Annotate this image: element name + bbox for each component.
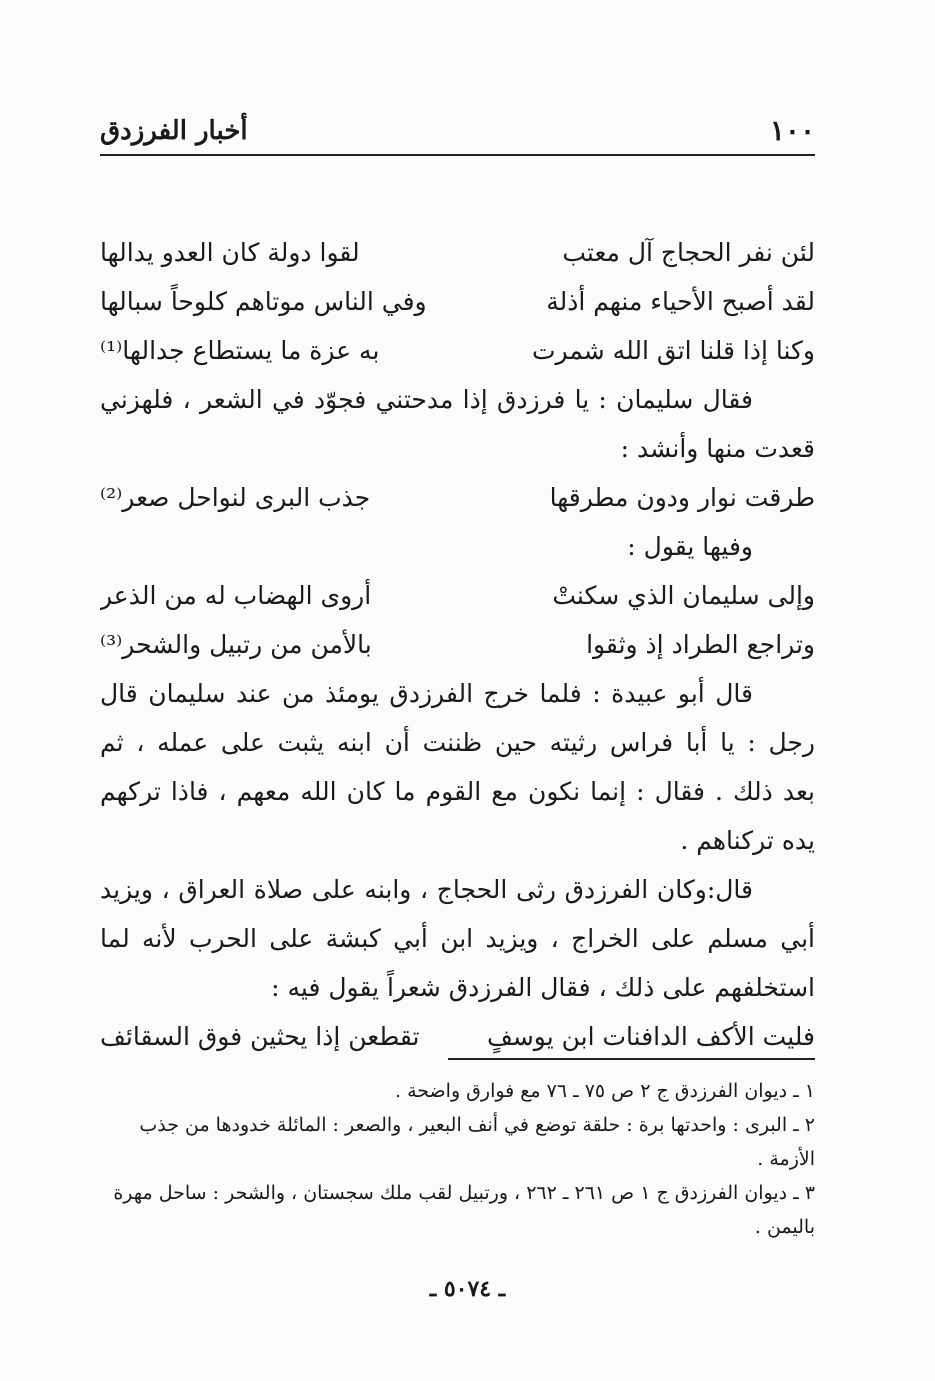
- verse-hemistich-second: جذب البرى لنواحل صعر⁽²⁾: [100, 483, 371, 512]
- page-number: ١٠٠: [769, 114, 815, 147]
- verse-line: [100, 620, 815, 669]
- verse-hemistich-second: وفي الناس موتاهم كلوحاً سبالها: [100, 287, 427, 316]
- verse-line: [100, 473, 815, 522]
- verse-hemistich-first: لقد أصبح الأحياء منهم أذلة: [546, 287, 815, 316]
- paragraph-line: يده تركناهم .: [680, 826, 815, 855]
- main-text: [100, 228, 815, 1061]
- verse-hemistich-first: لئن نفر الحجاج آل معتب: [562, 238, 815, 267]
- verse-line: [100, 1012, 815, 1061]
- verse-hemistich-first: وتراجع الطراد إذ وثقوا: [586, 630, 815, 659]
- header-rule: [100, 154, 815, 156]
- paragraph-line: استخلفهم على ذلك ، فقال الفرزدق شعراً يقول فيه :: [271, 973, 815, 1002]
- paragraph-line: رجل : يا أبا فراس رثيته حين ظننت أن ابنه يثبت على عمله ، ثم: [100, 728, 815, 757]
- paragraph-line: أبي مسلم على الخراج ، ويزيد ابن أبي كبشة على الحرب لأنه لما: [100, 924, 815, 953]
- paragraph-line: فقال سليمان : يا فرزدق إذا مدحتني فجوّد في الشعر ، فلهزني: [100, 385, 753, 414]
- running-title: أخبار الفرزدق: [100, 116, 248, 146]
- verse-hemistich-second: أروى الهضاب له من الذعر: [100, 581, 372, 610]
- footnotes: [100, 1074, 815, 1244]
- paragraph-line: قال:وكان الفرزدق رثى الحجاج ، وابنه على صلاة العراق ، ويزيد: [100, 875, 753, 904]
- verse-hemistich-first: وكنا إذا قلنا اتق الله شمرت: [531, 336, 815, 365]
- folio-number: ـ ٥٠٧٤ ـ: [429, 1276, 506, 1302]
- paragraph-line: وفيها يقول :: [627, 532, 753, 561]
- verse-line: [100, 228, 815, 277]
- verse-hemistich-second: لقوا دولة كان العدو يدالها: [100, 238, 360, 267]
- verse-hemistich-second: به عزة ما يستطاع جدالها⁽¹⁾: [100, 336, 380, 365]
- verse-line: [100, 571, 815, 620]
- verse-line: [100, 277, 815, 326]
- paragraph-line: قال أبو عبيدة : فلما خرج الفرزدق يومئذ من عند سليمان قال: [100, 679, 753, 708]
- verse-hemistich-second: تقطعن إذا يحثين فوق السقائف: [100, 1022, 420, 1051]
- footnote: ٢ ـ البرى : واحدتها برة : حلقة توضع في أنف البعير ، والصعر : المائلة خدودها من جذب الأزمة .: [139, 1114, 815, 1170]
- page-header: [100, 110, 815, 156]
- footnote: ١ ـ ديوان الفرزدق ج ٢ ص ٧٥ ـ ٧٦ مع فوارق واضحة .: [395, 1080, 815, 1102]
- verse-hemistich-first: وإلى سليمان الذي سكنتْ: [552, 581, 815, 610]
- verse-hemistich-second: بالأمن من رتبيل والشحر⁽³⁾: [100, 630, 372, 659]
- verse-hemistich-first: فليت الأكف الدافنات ابن يوسفٍ: [486, 1022, 815, 1051]
- verse-hemistich-first: طرقت نوار ودون مطرقها: [549, 483, 815, 512]
- footnote: ٣ ـ ديوان الفرزدق ج ١ ص ٢٦١ ـ ٢٦٢ ، ورتبيل لقب ملك سجستان ، والشحر : ساحل مهرة باليمن .: [113, 1182, 815, 1238]
- paragraph-line: قعدت منها وأنشد :: [620, 434, 815, 463]
- footnote-rule: [448, 1058, 815, 1060]
- paragraph-line: بعد ذلك . فقال : إنما نكون مع القوم ما كان الله معهم ، فاذا تركهم: [100, 777, 815, 806]
- verse-line: [100, 326, 815, 375]
